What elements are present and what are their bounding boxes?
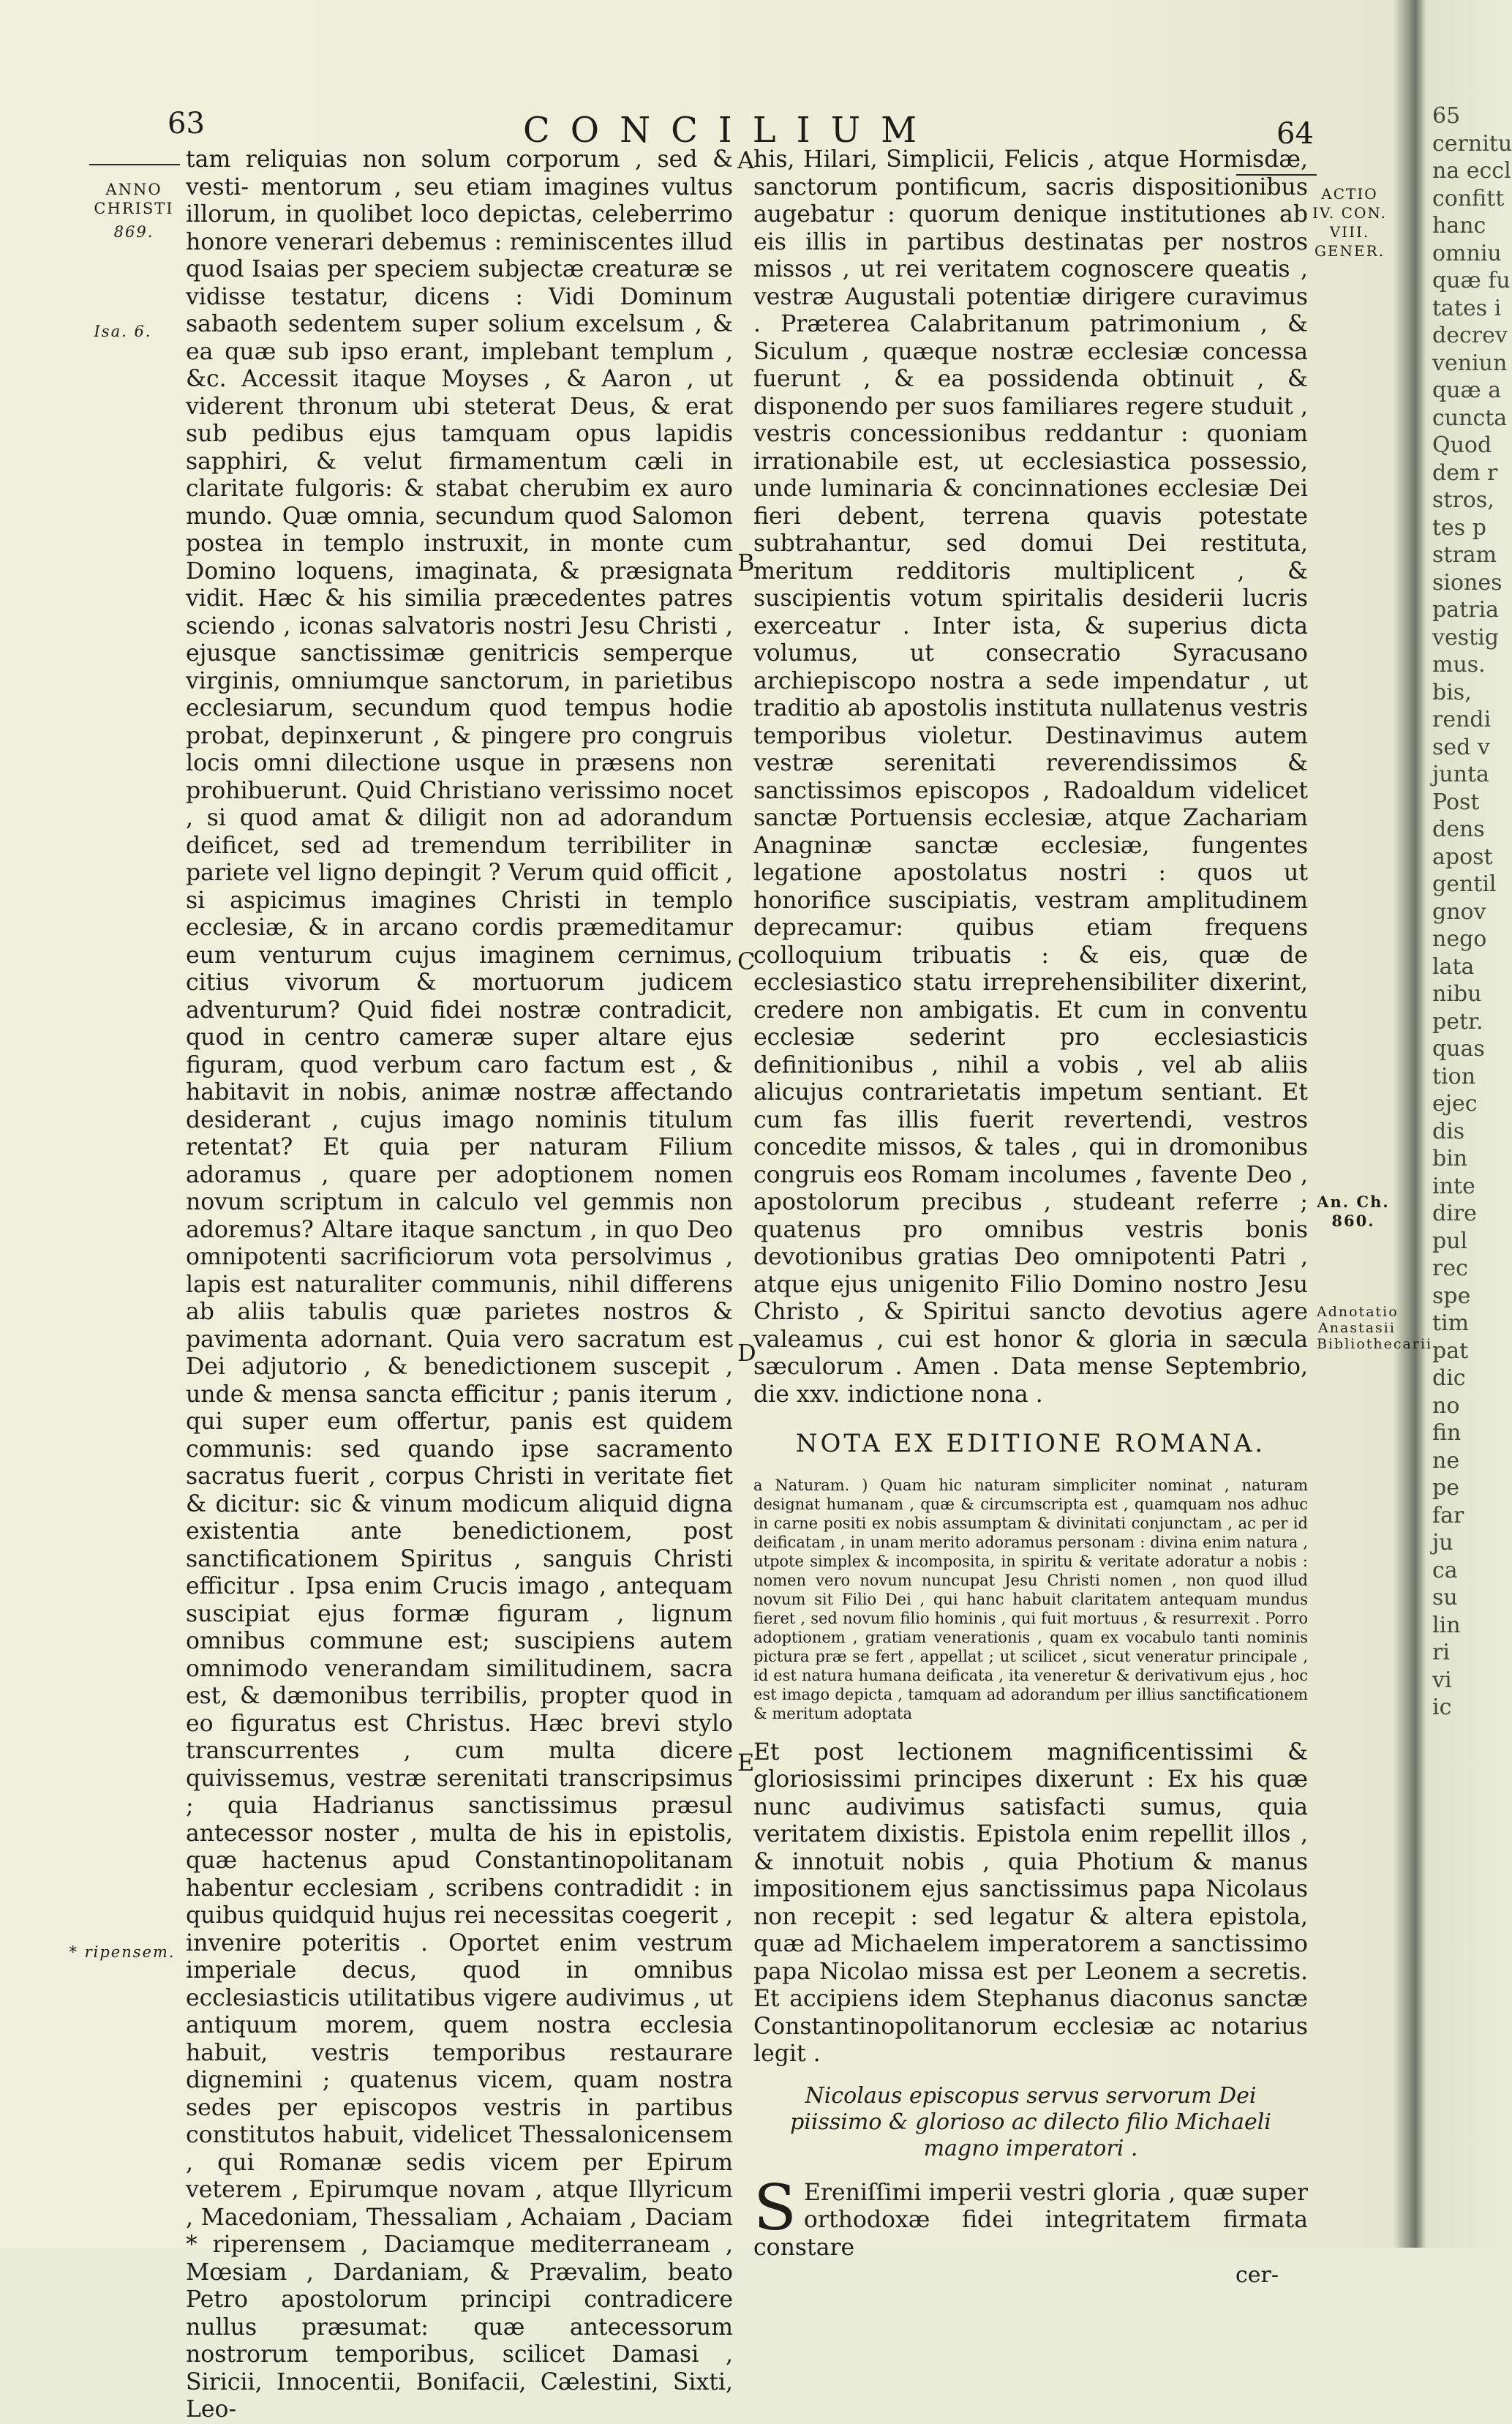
margin-an-ch: An. Ch. 860. [1317, 1193, 1390, 1230]
next-page-line: decrev [1432, 323, 1508, 348]
next-page-line: sed v [1432, 734, 1490, 760]
next-page-line: vestig [1432, 624, 1499, 650]
next-page-line: omniu [1432, 240, 1502, 266]
next-page-line: confitt [1432, 185, 1505, 211]
next-page-line: vi [1432, 1667, 1452, 1693]
next-page-line: Quod [1432, 432, 1492, 458]
next-page-line: ca [1432, 1557, 1458, 1583]
next-page-line: ic [1432, 1695, 1452, 1720]
next-page-line: stram [1432, 542, 1497, 568]
next-page-line: stros, [1432, 487, 1494, 513]
page-title: CONCILIUM [523, 110, 938, 151]
next-page-line: tes p [1432, 514, 1486, 541]
section-letter-b: B [737, 549, 755, 577]
section-letter-d: D [737, 1339, 756, 1367]
next-page-lines [1432, 130, 1512, 1722]
catchword: cer- [1235, 2262, 1279, 2288]
next-page-line: nego [1432, 926, 1487, 952]
right-column-main-text: his, Hilari, Simplicii, Felicis , atque Hormisdæ, sanctorum pontificum, sacris dispositionibus augebatur : quorum denique institutiones ab eis illis in partibus destinatas per nostros missos , ut rei veritatem cognoscere queatis , vestræ Augustali potentiæ dirigere curavimus . Præterea Calabritanum patrimonium , & Siculum , quæque nostræ ecclesiæ concessa fuerunt , & ea possidenda obtinuit , & disponendo per suos familiares regere studuit , vestris concessionibus reddantur : quoniam irrationabile est, ut ecclesiastica possessio, unde luminaria & concinnationes ecclesiæ Dei fieri debent, terrena quavis potestate subtrahantur, sed domui Dei restituta, meritum redditoris multiplicent , & suscipientis votum spiritalis desiderii lucris exerceatur . Inter ista, & superius dicta volumus, ut consecratio Syracusano archiepiscopo nostra a sede impendatur , ut traditio ab apostolis instituta nullatenus vestris temporibus violetur. Destinavimus autem vestræ serenitati reverendissimos & sanctissimos episcopos , Radoaldum videlicet sanctæ Portuensis ecclesiæ, atque Zachariam Anagninæ sanctæ ecclesiæ, fungentes legatione apostolatus nostri : quos ut honorifice suscipiatis, vestram amplitudinem deprecamur: quibus etiam frequens colloquium tribuatis : & eis, quæ de ecclesiastico statu irreprehensibiliter dixerint, credere non ambigatis. Et cum in conventu ecclesiæ sederint pro ecclesiasticis definitionibus , nihil a vobis , vel ab aliis alicujus contrarietatis impetum sentiant. Et cum fas illis fuerit revertendi, vestros concedite missos, & tales , qui in dromonibus congruis eos Romam incolumes , favente Deo , apostolorum precibus , studeant referre ; quatenus pro omnibus vestris bonis devotionibus gratias Deo omnipotenti Patri , atque ejus unigenito Filio Domino nostro Jesu Christo , & Spiritui sancto devotius agere valeamus , cui est honor & gloria in sæcula sæculorum . Amen . Data mense Septembrio, die xxv. indictione nona . [753, 146, 1308, 1408]
right-page-number: 64 [1276, 117, 1314, 151]
next-page-line: siones [1432, 569, 1502, 596]
next-page-line: su [1432, 1585, 1458, 1610]
next-page-line: far [1432, 1502, 1464, 1528]
next-page-line: ne [1432, 1447, 1460, 1474]
next-page-line: petr. [1432, 1008, 1483, 1035]
next-page-line: tates i [1432, 295, 1502, 321]
left-text-column [186, 146, 733, 2424]
next-page-line: ri [1432, 1640, 1450, 1665]
right-text-column [753, 146, 1308, 2289]
next-page-line: tim [1432, 1310, 1470, 1336]
next-page-line: lin [1432, 1612, 1461, 1638]
next-page-line: ju [1432, 1530, 1453, 1556]
letter-opening [753, 2171, 1308, 2262]
next-page-line: spe [1432, 1283, 1471, 1309]
next-page-line: dens [1432, 817, 1485, 842]
section-letter-e: E [737, 1749, 755, 1776]
next-page-line: veniun [1432, 350, 1508, 376]
margin-ripensem: * ripensem. [69, 1943, 176, 1961]
next-page-line: dis [1432, 1118, 1465, 1144]
next-page-line: cuncta [1432, 405, 1508, 431]
margin-adnotatio: Adnotatio Anastasii Bibliothecarii [1317, 1304, 1433, 1352]
drop-cap: S [753, 2171, 797, 2245]
nota-body: a Naturam. ) Quam hic naturam simpliciter nominat , naturam designat humanam , quæ & circumscripta est , quamquam nos adhuc in carne positi ex nobis assumptam & divinitati conjunctam , ac per id deificatam , in unam merito adoramus personam : divina enim natura , utpote simplex & incomposita, in spiritu & veritate adoratur a nobis : nomen vero novum nuncupat Jesu Christi nomen , non quod illud novum sit Filio Dei , qui hanc habuit claritatem antequam mundus fieret , sed novum filio hominis , qui fuit mortuus , & resurrexit . Porro adoptionem , gratiam venerationis , quam ex vocabulo tanti nominis pictura præ se fert , appellat ; ut scilicet , sicut veneratur principale , id est natura humana deificata , ita veneretur & derivativum ejus , hoc est imago depicta , tamquam ad adorandum per illius sanctificationem & meritum adoptata [753, 1476, 1308, 1722]
next-page-line: hanc [1432, 213, 1486, 239]
section-letter-a: A [737, 146, 755, 174]
next-page-line: rendi [1432, 707, 1492, 732]
next-page-line: quæ fu [1432, 268, 1511, 293]
letter-text: Ereniſſimi imperii vestri gloria , quæ super orthodoxæ fidei integritatem firmata constare [753, 2179, 1308, 2261]
letter-heading: Nicolaus episcopus servus servorum Dei piissimo & glorioso ac dilecto filio Michaeli magno imperatori . [790, 2082, 1271, 2161]
nota-title: NOTA EX EDITIONE ROMANA. [795, 1429, 1266, 1458]
next-page-line: quas [1432, 1036, 1485, 1062]
next-page-line: rec [1432, 1256, 1468, 1281]
next-page-line: quæ a [1432, 378, 1502, 403]
next-page-line: gentil [1432, 871, 1497, 897]
right-column-after-text: Et post lectionem magnificentissimi & gloriosissimi principes dixerunt : Ex his quæ nunc audivimus satisfacti sumus, quia veritatem dixistis. Epistola enim repellit illos , & innotuit nobis , quia Photium & manus impositionem ejus sanctissimus papa Nicolaus non recepit : sed legatur & altera epistola, quæ ad Michaelem imperatorem a sanctissimo papa Nicolao missa est per Leonem a secretis. Et accipiens idem Stephanus diaconus sanctæ Constantinopolitanorum ecclesiæ ac notarius legit . [753, 1738, 1308, 2067]
next-page-line: pat [1432, 1337, 1469, 1364]
running-header [157, 107, 1342, 151]
margin-year: 869. [113, 223, 154, 241]
next-page-line: Post [1432, 789, 1480, 815]
margin-isa: Isa. 6. [94, 323, 152, 340]
next-page-line: tion [1432, 1063, 1476, 1089]
next-page-line: pul [1432, 1228, 1468, 1254]
next-page-line: na eccl [1432, 158, 1511, 184]
next-page-line: cernitu [1432, 130, 1512, 157]
left-page-number: 63 [168, 107, 205, 140]
next-page-line: dire [1432, 1201, 1477, 1226]
next-page-line: mus. [1432, 652, 1486, 678]
next-page-line: patria [1432, 597, 1499, 623]
next-page-number: 65 [1432, 103, 1461, 129]
next-page-line: junta [1432, 762, 1489, 787]
next-page-line: ejec [1432, 1091, 1478, 1117]
next-page-line: bin [1432, 1146, 1468, 1171]
next-page-line: pe [1432, 1475, 1459, 1501]
header-rule-left [89, 164, 180, 165]
next-page-line: bis, [1432, 679, 1472, 705]
next-page-edge [1432, 102, 1512, 1722]
next-page-line: apost [1432, 844, 1493, 870]
next-page-line: dic [1432, 1365, 1466, 1391]
next-page-line: no [1432, 1392, 1460, 1419]
left-column-text: tam reliquias non solum corporum , sed & vesti- mentorum , seu etiam imagines vultus illorum, in quolibet loco depictas, celeberrimo honore venerari debemus : reminiscentes illud quod Isaias per speciem subjectæ creaturæ se vidisse testatur, dicens : Vidi Dominum sabaoth sedentem super solium excelsum , & ea quæ sub ipso erant, implebant templum , &c. Accessit itaque Moyses , & Aaron , ut viderent thronum ubi steterat Deus, & erat sub pedibus ejus tamquam opus lapidis sapphiri, & velut firmamentum cæli in claritate fulgoris: & stabat cherubim ex auro mundo. Quæ omnia, secundum quod Salomon postea in templo instruxit, in monte cum Domino loquens, imaginata, & præsignata vidit. Hæc & his similia præcedentes patres sciendo , iconas salvatoris nostri Jesu Christi , ejusque sanctissimæ genitricis semperque virginis, omniumque sanctorum, in parietibus ecclesiarum, secundum quod tempus hodie probat, depinxerunt , & pingere pro congruis locis omni dilectione usque in præsens non prohibuerunt. Quid Christiano verissimo nocet , si quod amat & diligit non ad adorandum deificet, sed ad tremendum terribiliter in pariete vel ligno depingit ? Verum quid officit , si aspicimus imagines Christi in templo ecclesiæ, & in arcano cordis præmeditamur eum venturum cujus imaginem cernimus, citius vivorum & mortuorum judicem adventurum? Quid fidei nostræ contradicit, quod in centro cameræ super altare ejus figuram, quod verbum caro factum est , & habitavit in nobis, animæ nostræ affectando desiderant , cujus imago nominis titulum retentat? Et quia per naturam Filium adoramus , quare per adoptionem nomen novum scriptum in calculo vel gemmis non adoremus? Altare itaque sanctum , in quo Deo omnipotenti sacrificiorum vota persolvimus , lapis est naturaliter communis, nihil differens ab aliis tabulis quæ parietes nostros & pavimenta adornant. Quia vero sacratum est Dei adjutorio , & benedictionem suscepit , unde & mensa sancta efficitur ; panis iterum , qui super eum offertur, panis est quidem communis: sed quando ipse sacramento sacratus fuerit , corpus Christi in veritate fiet & dicitur: sic & vinum modicum aliquid digna existentia ante benedictionem, post sanctificationem Spiritus , sanguis Christi efficitur . Ipsa enim Crucis imago , antequam suscipiat ejus formæ figuram , lignum omnibus commune est; suscipiens autem omnimodo venerandam similitudinem, sacra est, & dæmonibus terribilis, propter quod in eo figuratus est Christus. Hæc brevi stylo transcurrentes , cum multa dicere quivissemus, vestræ serenitati transcripsimus ; quia Hadrianus sanctissimus præsul antecessor noster , multa de his in epistolis, quæ hactenus apud Constantinopolitanam habentur ecclesiam , scribens contradidit : in quibus quidquid hujus rei necessitas coegerit , invenire poteritis . Oportet enim vestrum imperiale decus, quod in omnibus ecclesiasticis utilitatibus vigere audivimus , ut antiquum morem, quem nostra ecclesia habuit, vestris temporibus restaurare dignemini ; quatenus vicem, quam nostra sedes per episcopos vestris in partibus constitutos habuit, videlicet Thessalonicensem , qui Romanæ sedis vicem per Epirum veterem , Epirumque novam , atque Illyricum , Macedoniam, Thessaliam , Achaiam , Daciam * riperensem , Daciamque mediterraneam , Mœsiam , Dardaniam, & Prævalim, beato Petro apostolorum principi contradicere nullus præsumat: quæ antecessorum nostrorum temporibus, scilicet Damasi , Siricii, Innocentii, Bonifacii, Cælestini, Sixti, Leo- [186, 146, 733, 2423]
margin-anno-christi: ANNO CHRISTI [94, 181, 174, 217]
margin-actio: ACTIO IV. CON. VIII. GENER. [1312, 185, 1387, 260]
section-letter-c: C [737, 948, 756, 975]
next-page-line: gnov [1432, 898, 1486, 925]
next-page-line: dem r [1432, 459, 1498, 486]
next-page-line: lata [1432, 953, 1475, 980]
next-page-line: inte [1432, 1173, 1475, 1199]
next-page-line: nibu [1432, 981, 1482, 1007]
next-page-line: fin [1432, 1420, 1462, 1446]
